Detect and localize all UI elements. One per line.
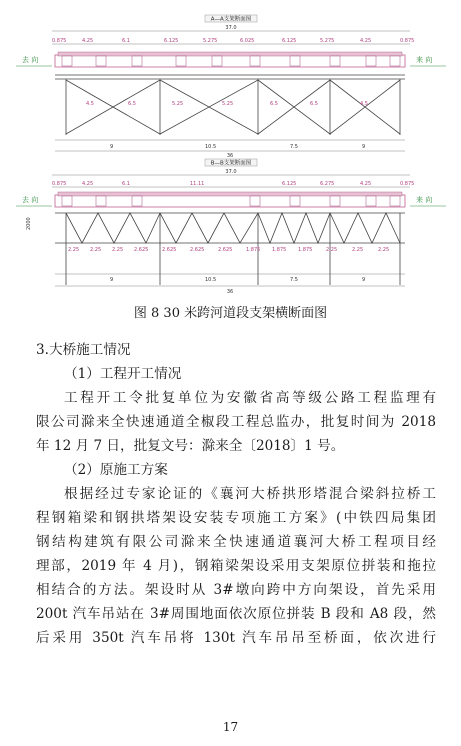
svg-text:2.25: 2.25	[378, 247, 390, 253]
section-b-total: 37.0	[225, 169, 237, 175]
svg-text:2.625: 2.625	[218, 247, 233, 253]
svg-text:2.25: 2.25	[68, 247, 80, 253]
svg-text:9: 9	[110, 277, 114, 283]
svg-text:2.25: 2.25	[352, 247, 364, 253]
heading-commencement: （1）工程开工情况	[64, 366, 182, 382]
svg-text:5.275: 5.275	[203, 38, 218, 44]
svg-text:7.5: 7.5	[290, 144, 298, 150]
section-a-total: 37.0	[225, 25, 237, 31]
svg-text:11.11: 11.11	[190, 181, 205, 187]
svg-text:1.875: 1.875	[272, 247, 287, 253]
svg-text:5.25: 5.25	[172, 101, 184, 107]
para-2-line-5: 相结合的方法。架设时从 3#墩向跨中方向架设，首先采用	[36, 582, 436, 598]
svg-text:9: 9	[110, 144, 114, 150]
svg-text:5.25: 5.25	[222, 101, 234, 107]
svg-text:2.25: 2.25	[326, 247, 338, 253]
section-b-dir-left: 去 向	[22, 196, 39, 204]
para-2-line-7: 后采用 350t 汽车吊将 130t 汽车吊吊至桥面，依次进行	[36, 630, 436, 646]
section-a-dir-left: 去 向	[22, 56, 39, 64]
section-a-bottom-dims	[110, 144, 365, 150]
section-b-left-edge: 0.875	[52, 181, 67, 187]
svg-text:6.5: 6.5	[128, 101, 136, 107]
section-a-right-edge: 0.875	[400, 38, 415, 44]
svg-text:9: 9	[362, 277, 366, 283]
svg-text:2.625: 2.625	[134, 247, 149, 253]
para-2-line-4: 理部，2019 年 4 月)，钢箱梁架设采用支架原位拼装和拖拉	[36, 558, 436, 574]
svg-text:9: 9	[362, 144, 366, 150]
section-b-right-edge: 0.875	[400, 181, 415, 187]
para-1-line-3: 年 12 月 7 日，批复文号：滁来全〔2018〕1 号。	[36, 438, 345, 454]
section-a-dir-right: 来 向	[416, 56, 433, 64]
section-a-mid-dims	[86, 101, 368, 107]
svg-text:10.5: 10.5	[205, 277, 217, 283]
svg-text:2.625: 2.625	[190, 247, 205, 253]
para-2-line-6: 200t 汽车吊站在 3#周围地面依次原位拼装 B 段和 A8 段，然	[36, 606, 436, 622]
section-b-dir-right: 来 向	[416, 196, 433, 204]
para-2-line-3: 钢结构建筑有限公司滁来全快速通道襄河大桥工程项目经	[36, 534, 436, 550]
svg-text:1.875: 1.875	[246, 247, 261, 253]
svg-text:4.5: 4.5	[360, 101, 368, 107]
svg-text:6.125: 6.125	[282, 181, 297, 187]
svg-text:4.25: 4.25	[360, 38, 372, 44]
section-b-top-dims	[82, 181, 371, 187]
svg-text:7.5: 7.5	[290, 277, 298, 283]
svg-text:4.25: 4.25	[82, 38, 94, 44]
svg-text:6.125: 6.125	[282, 38, 297, 44]
svg-text:2.25: 2.25	[112, 247, 124, 253]
svg-text:2.625: 2.625	[162, 247, 177, 253]
svg-text:6.5: 6.5	[310, 101, 318, 107]
svg-text:6.025: 6.025	[240, 38, 255, 44]
section-a-top-dims	[82, 38, 371, 44]
section-b-height: 2000	[26, 217, 32, 230]
svg-text:6.1: 6.1	[122, 38, 130, 44]
section-b-title: B—B支架断面图	[210, 160, 252, 167]
section-b-overall: 36	[226, 289, 234, 295]
section-b-deck	[55, 192, 405, 207]
svg-text:2.25: 2.25	[90, 247, 102, 253]
section-b-mid-dims	[68, 247, 389, 253]
page-number: 17	[222, 720, 239, 734]
figure-caption: 图 8 30 米跨河道段支架横断面图	[133, 306, 328, 321]
section-b-bottom-dims	[110, 277, 365, 283]
svg-text:6.1: 6.1	[122, 181, 130, 187]
section-a-overall: 36	[226, 153, 234, 159]
para-2-line-2: 程钢箱梁和钢拱塔架设安装专项施工方案》(中铁四局集团	[36, 510, 436, 526]
svg-text:1.875: 1.875	[298, 247, 313, 253]
svg-text:10.5: 10.5	[205, 144, 217, 150]
svg-text:5.275: 5.275	[320, 38, 335, 44]
svg-text:6.275: 6.275	[320, 181, 335, 187]
section-a-left-edge: 0.875	[52, 38, 67, 44]
svg-text:6.125: 6.125	[164, 38, 179, 44]
para-1-line-2: 限公司滁来全快速通道全椒段工程总监办，批复时间为 2018	[36, 414, 436, 430]
heading-original-plan: （2）原施工方案	[64, 462, 168, 478]
para-2-line-1: 根据经过专家论证的《襄河大桥拱形塔混合梁斜拉桥工	[64, 486, 436, 502]
svg-text:6.5: 6.5	[270, 101, 278, 107]
section-a-title: A—A支架断面图	[210, 16, 252, 23]
svg-text:4.25: 4.25	[360, 181, 372, 187]
svg-text:4.25: 4.25	[82, 181, 94, 187]
heading-construction-status: 3.大桥施工情况	[36, 342, 131, 358]
para-1-line-1: 工程开工令批复单位为安徽省高等级公路工程监理有	[64, 390, 436, 406]
section-a-deck	[55, 52, 405, 67]
cross-section-figure	[0, 0, 461, 300]
svg-text:4.5: 4.5	[86, 101, 94, 107]
